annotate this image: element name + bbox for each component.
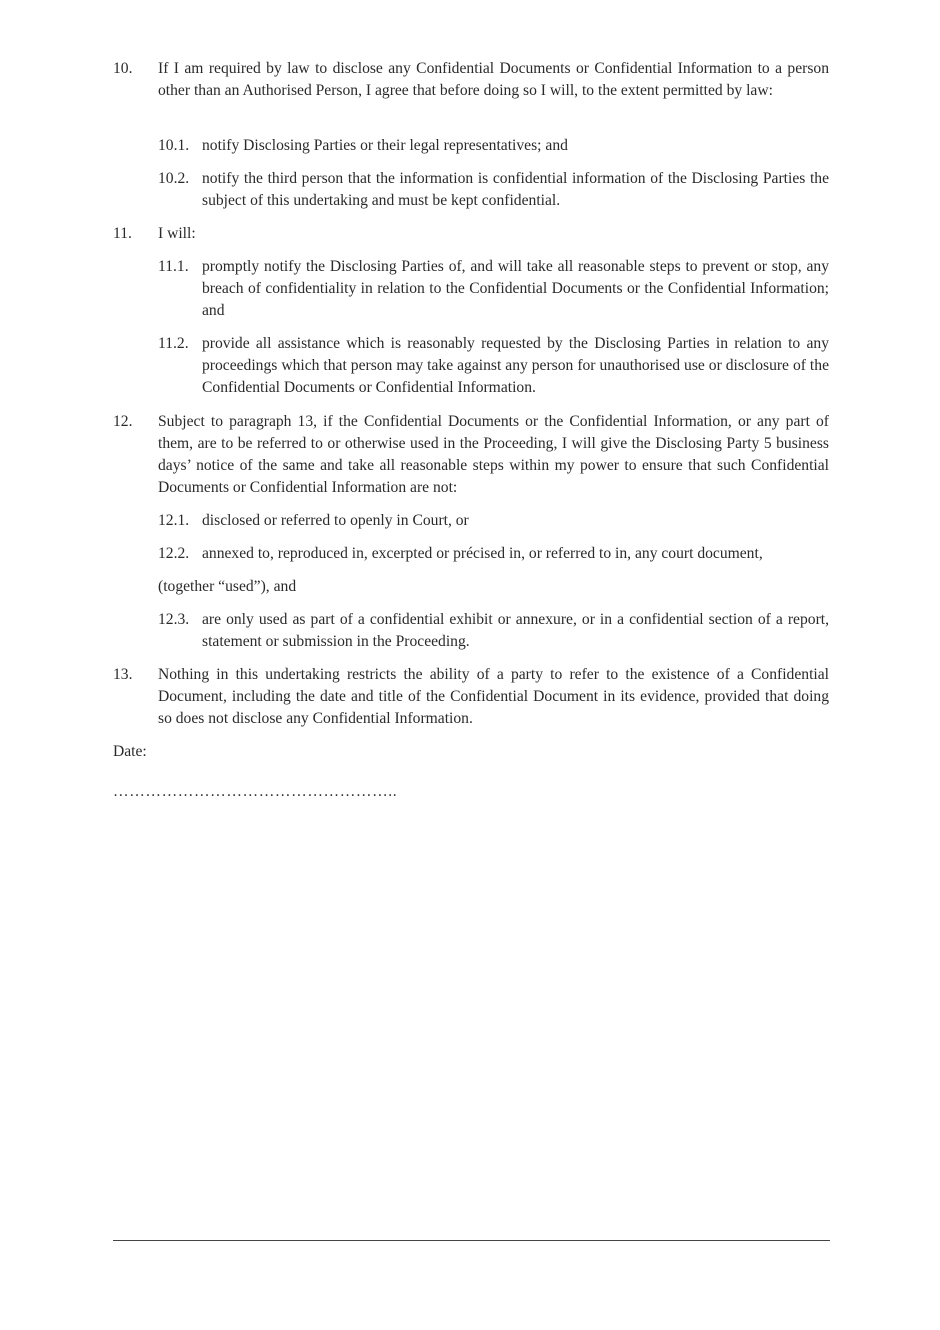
subclause-text: disclosed or referred to openly in Court, or <box>202 512 469 529</box>
clause-number: 11. <box>113 225 132 242</box>
signature-dotted-line: …………………………………………….. <box>113 783 398 800</box>
clause-number: 10. <box>113 60 133 77</box>
clause-11 <box>113 223 829 245</box>
subclause-number: 11.2. <box>158 335 189 352</box>
date-label: Date: <box>113 743 147 760</box>
clause-text: If I am required by law to disclose any Confidential Documents or Confidential Information to a person other than an Authorised Person, I agree that before doing so I will, to the extent permitted by law: <box>158 60 829 99</box>
clause-10 <box>113 58 829 102</box>
subclause-text: notify Disclosing Parties or their legal representatives; and <box>202 137 568 154</box>
subclause-text: notify the third person that the information is confidential information of the Disclosing Parties the subject of this undertaking and must be kept confidential. <box>202 170 829 209</box>
clause-13 <box>113 664 829 730</box>
subclause-number: 10.1. <box>158 137 190 154</box>
subclause-text: provide all assistance which is reasonably requested by the Disclosing Parties in relation to any proceedings which that person may take against any person for unauthorised use or disclosure of the Confidential Documents or Confidential Information. <box>202 335 829 396</box>
subclause-number: 10.2. <box>158 170 190 187</box>
clause-text: I will: <box>158 225 196 242</box>
together-used-note: (together “used”), and <box>158 578 297 595</box>
subclause-12-2 <box>158 543 829 565</box>
clause-number: 12. <box>113 413 133 430</box>
subclause-text: are only used as part of a confidential exhibit or annexure, or in a confidential section of a report, statement or submission in the Proceeding. <box>202 611 829 650</box>
clause-text: Subject to paragraph 13, if the Confidential Documents or the Confidential Information, or any part of them, are to be referred to or otherwise used in the Proceeding, I will give the Disclosing Party 5 business days’ notice of the same and take all reasonable steps within my power to ensure that such Confidential Documents or Confidential Information are not: <box>158 413 829 496</box>
subclause-10-2 <box>158 168 829 212</box>
subclause-10-1 <box>158 135 829 157</box>
subclause-12-1 <box>158 510 829 532</box>
subclause-11-2 <box>158 333 829 399</box>
subclause-text: annexed to, reproduced in, excerpted or précised in, or referred to in, any court document, <box>202 545 763 562</box>
clause-12 <box>113 411 829 499</box>
clause-text: Nothing in this undertaking restricts the ability of a party to refer to the existence of a Confidential Document, including the date and title of the Confidential Document in its evidence, provided that doing so does not disclose any Confidential Information. <box>158 666 829 727</box>
subclause-12-3 <box>158 609 829 653</box>
subclause-11-1 <box>158 256 829 322</box>
footer-rule <box>113 1240 830 1241</box>
subclause-number: 11.1. <box>158 258 189 275</box>
clause-number: 13. <box>113 666 133 683</box>
subclause-text: promptly notify the Disclosing Parties of, and will take all reasonable steps to prevent or stop, any breach of confidentiality in relation to the Confidential Documents or the Confidential Information; and <box>202 258 829 319</box>
subclause-number: 12.1. <box>158 512 190 529</box>
subclause-number: 12.3. <box>158 611 190 628</box>
subclause-number: 12.2. <box>158 545 190 562</box>
